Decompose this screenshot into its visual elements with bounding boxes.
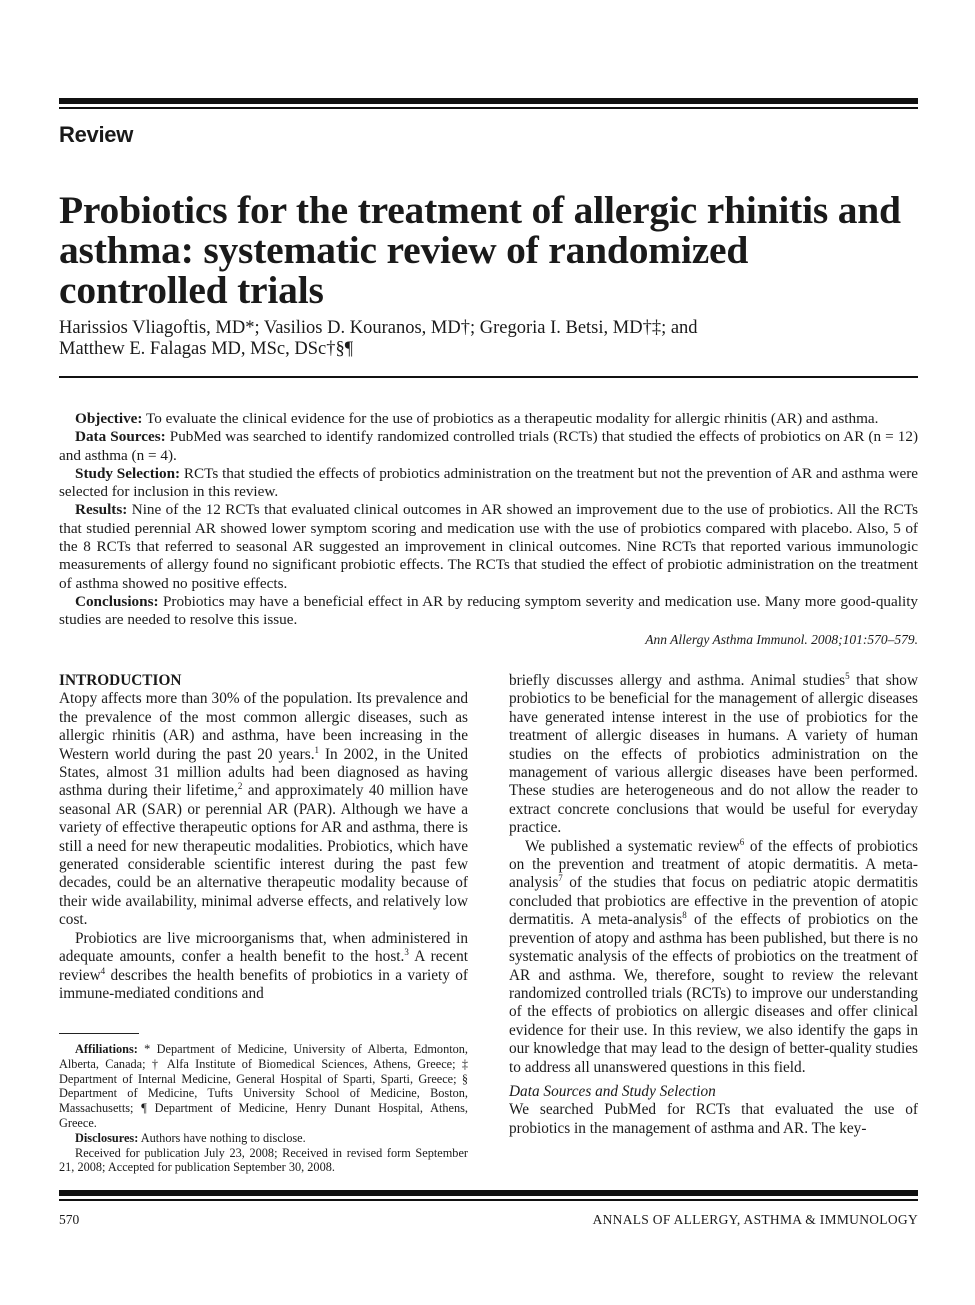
abstract-results (59, 501, 918, 592)
footnote-separator (59, 1033, 139, 1034)
intro-paragraph-2: Probiotics are live microorganisms that, when administered in adequate amounts, confer a health benefit to the host.$^3$ A recent review$^4$ describes the health benefits of probiotics in a variety of immune-mediated conditions and (59, 929, 468, 1002)
reference-2[interactable]: 2 (237, 781, 243, 792)
bottom-rule-thin (59, 1199, 918, 1201)
journal-citation: Ann Allergy Asthma Immunol. 2008;101:570–579. (645, 632, 918, 647)
top-rule-thick (59, 98, 918, 104)
intro-paragraph-1: Atopy affects more than 30% of the population. Its prevalence and the prevalence of the most common allergic diseases, such as allergic rhinitis (AR) and asthma, have been increasing in the Western world during the past 20 years.$^1$ In 2002, in the United States, almost 31 million adults had been diagnosed as having asthma during their lifetime,$^2$ and approximately 40 million have seasonal AR (SAR) or perennial AR (PAR). Although we have a variety of effective therapeutic options for AR and asthma, there is still a need for new therapeutic modalities. Probiotics, which have generated considerable scientific interest during the past few decades, could be an alternative therapeutic modality because of their wide availability, minimal adverse effects, and relatively low cost. (59, 690, 469, 929)
author-list (59, 318, 919, 360)
reference-1[interactable]: 1 (314, 744, 320, 755)
footnotes (59, 1042, 468, 1175)
reference-3[interactable]: 3 (404, 947, 409, 958)
study-selection-text: RCTs that studied the effects of probiotics administration on the treatment but not the prevention of AR and asthma were selected for inclusion in this review. (59, 464, 918, 501)
section-label: Review (59, 122, 134, 147)
abstract-study-selection (59, 465, 918, 502)
page-number: 570 (59, 1212, 80, 1227)
abstract-objective (59, 410, 918, 428)
objective-text: To evaluate the clinical evidence for the use of probiotics as a therapeutic modality for allergic rhinitis (AR) and asthma. (146, 410, 879, 427)
disclosures-note: Disclosures: Authors have nothing to disclose. (75, 1130, 306, 1145)
results-label: Results: (75, 501, 128, 519)
right-paragraph-2: We published a systematic review$^6$ of the effects of probiotics on the prevention and treatment of atopic dermatitis. A meta-analysis$^7$ of the studies that focus on pediatric atopic dermatitis concluded that probiotics are effective in the prevention of atopic dermatitis. A meta-analysis$^8$ of the effects of probiotics on the prevention of atopy and asthma has been published, but there is no systematic analysis of the effects of probiotics on the treatment of AR and asthma. We, therefore, sought to review the relevant randomized controlled trials (RCTs) to improve our understanding of the effects of probiotics on allergic diseases and offer clinical evidence for their use. In this review, we also identify the gaps in our knowledge that may lead to the design of better-quality studies to address all unanswered questions in this field. (509, 836, 919, 1076)
conclusions-label: Conclusions: (75, 592, 159, 610)
authors-line-2: Matthew E. Falagas MD, MSc, DSc†§¶ (59, 339, 354, 359)
abstract-conclusions (59, 593, 918, 630)
bottom-rule-thick (59, 1190, 918, 1196)
affiliations-note: Affiliations: * Department of Medicine, University of Alberta, Edmonton, Alberta, Canada; † Alfa Institute of Biomedical Sciences, Athens, Greece; ‡ Department of Internal Medicine, General Hospital of Sparti, Sparti, Greece; § Department of Medicine, Tufts University School of Medicine, Boston, Massachusetts; ¶ Department of Medicine, Henry Dunant Hospital, Athens, Greece. (59, 1042, 469, 1130)
study-selection-label: Study Selection: (75, 464, 181, 482)
authors-line-1: Harissios Vliagoftis, MD*; Vasilios D. Kouranos, MD†; Gregoria I. Betsi, MD†‡; and (59, 318, 698, 338)
objective-label: Objective: (75, 410, 143, 427)
disclosures-label: Disclosures: (75, 1130, 139, 1145)
data-sources-subheading: Data Sources and Study Selection (509, 1082, 716, 1100)
reference-6[interactable]: 6 (739, 836, 745, 847)
abstract-data-sources (59, 428, 918, 465)
abstract-top-rule (59, 376, 918, 378)
results-text: Nine of the 12 RCTs that evaluated clinical outcomes in AR showed an improvement due to the use of probiotics. All the RCTs that studied perennial AR showed lower symptom scoring and medication use with the use of probiotics compared with placebo. Also, 5 of the 8 RCTs that referred to seasonal AR suggested an improvement in clinical outcomes. Nine RCTs that reported various immunologic measurements of allergy found no significant probiotic effects. The RCTs that studied the effect of probiotic administration on the treatment of asthma showed no positive effects. (59, 501, 918, 592)
reference-4[interactable]: 4 (100, 965, 106, 976)
right-paragraph-1: briefly discusses allergy and asthma. Animal studies$^5$ that show probiotics to be beneficial for the management of allergic diseases have generated intense interest in the use of probiotics for the treatment of allergic diseases in humans. A variety of human studies on the effects of probiotics administration on the management of various allergic diseases have been performed. These studies are heterogeneous and do not allow the reader to extract concrete conclusions that would be useful for everyday practice. (509, 671, 918, 837)
data-sources-label: Data Sources: (75, 428, 166, 446)
right-paragraph-3: We searched PubMed for RCTs that evaluated the use of probiotics in the management of asthma and AR. The key- (509, 1101, 918, 1137)
introduction-heading: INTRODUCTION (59, 672, 182, 689)
affiliations-label: Affiliations: (75, 1042, 138, 1056)
top-rule-thin (59, 107, 918, 109)
received-note: Received for publication July 23, 2008; Received in revised form September 21, 2008; Accepted for publication September 30, 2008. (59, 1145, 468, 1175)
body-column-right (509, 672, 918, 1138)
reference-5[interactable]: 5 (845, 671, 850, 681)
abstract (59, 410, 918, 630)
journal-name: ANNALS OF ALLERGY, ASTHMA & IMMUNOLOGY (592, 1212, 918, 1227)
reference-8[interactable]: 8 (682, 910, 687, 921)
conclusions-text: Probiotics may have a beneficial effect in AR by reducing symptom severity and medication use. Many more good-quality studies are needed to resolve this issue. (59, 592, 919, 629)
reference-7[interactable]: 7 (558, 873, 563, 884)
data-sources-text: PubMed was searched to identify randomized controlled trials (RCTs) that studied the effects of probiotics on AR (n = 12) and asthma (n = 4). (59, 428, 918, 464)
article-title: Probiotics for the treatment of allergic rhinitis and asthma: systematic review of randomized controlled trials (59, 188, 901, 312)
body-column-left (59, 672, 468, 1003)
